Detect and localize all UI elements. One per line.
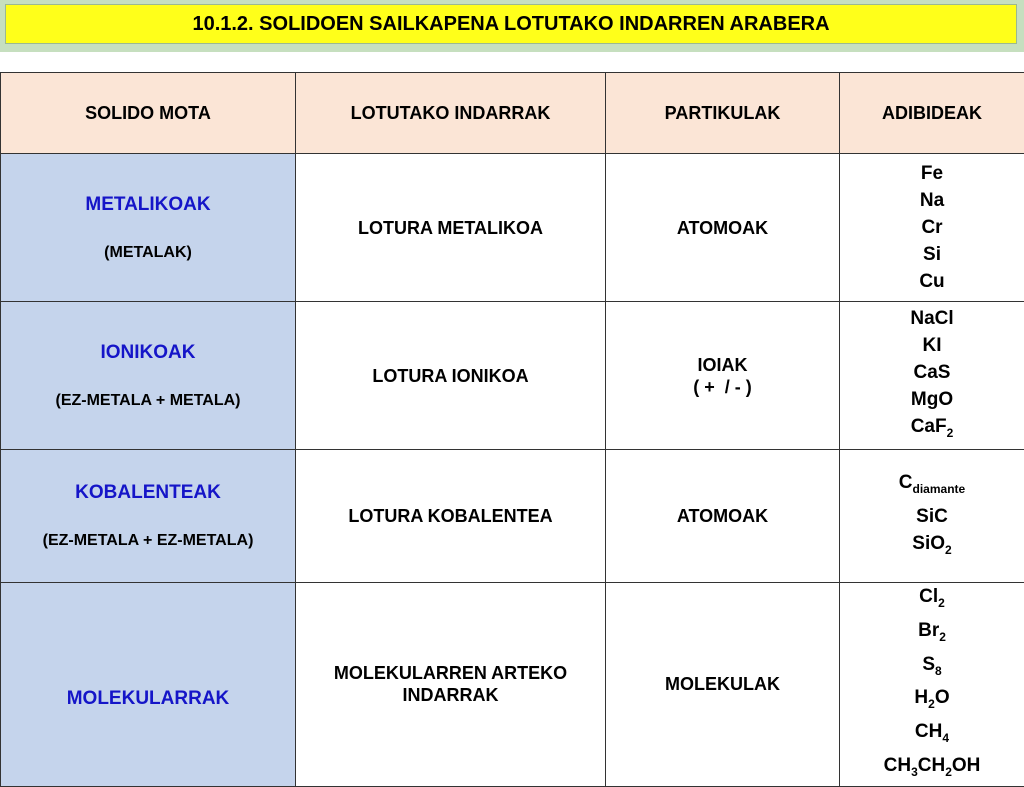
classification-table (0, 72, 1024, 787)
solid-type-name: IONIKOAK (5, 342, 291, 364)
examples-cell (840, 583, 1024, 787)
example-formula (919, 268, 944, 295)
formula-text: CaF (911, 416, 947, 437)
solid-type-subtitle: (EZ-METALA + EZ-METALA) (5, 532, 291, 550)
example-formula (921, 160, 943, 187)
forces-cell: LOTURA IONIKOA (296, 302, 606, 450)
formula-text: Cu (919, 271, 944, 292)
formula-text: CH (915, 721, 942, 742)
examples-list (844, 160, 1020, 295)
formula-text: OH (952, 755, 981, 776)
solid-type-name: KOBALENTEAK (5, 482, 291, 504)
formula-subscript: 2 (945, 765, 952, 779)
formula-text: O (935, 687, 950, 708)
example-formula (911, 386, 953, 413)
formula-text: Fe (921, 163, 943, 184)
examples-list (844, 469, 1020, 564)
example-formula (919, 583, 945, 617)
particles-cell (606, 302, 840, 450)
particles-name: IOIAK (610, 354, 835, 376)
formula-text: NaCl (910, 308, 953, 329)
formula-subscript: 2 (947, 425, 954, 439)
header-particles: PARTIKULAK (606, 73, 840, 154)
solid-type-cell (1, 154, 296, 302)
example-formula (923, 332, 942, 359)
forces-cell: LOTURA METALIKOA (296, 154, 606, 302)
header-forces: LOTUTAKO INDARRAK (296, 73, 606, 154)
formula-subscript: 2 (928, 697, 935, 711)
example-formula (920, 187, 944, 214)
example-formula (923, 241, 941, 268)
formula-text: SiO (912, 533, 945, 554)
example-formula (910, 305, 953, 332)
example-formula (912, 530, 951, 564)
formula-text: Br (918, 620, 939, 641)
formula-text: CH (918, 755, 945, 776)
examples-list (844, 305, 1020, 447)
solid-type-cell (1, 450, 296, 583)
solid-type-subtitle: (EZ-METALA + METALA) (5, 392, 291, 410)
formula-text: Na (920, 190, 944, 211)
formula-text: C (899, 472, 913, 493)
example-formula (922, 651, 941, 685)
forces-line-1: MOLEKULARREN ARTEKO (300, 662, 601, 684)
examples-cell (840, 302, 1024, 450)
table-row (1, 583, 1024, 787)
formula-text: S (922, 654, 935, 675)
solid-type-cell (1, 302, 296, 450)
example-formula (916, 503, 948, 530)
formula-subscript: 8 (935, 663, 942, 677)
solid-type-name: MOLEKULARRAK (5, 688, 291, 710)
header-row (1, 73, 1024, 154)
formula-text: SiC (916, 506, 948, 527)
page-title: 10.1.2. SOLIDOEN SAILKAPENA LOTUTAKO INDARREN ARABERA (5, 4, 1017, 44)
solid-type-name: METALIKOAK (5, 194, 291, 216)
formula-text: KI (923, 335, 942, 356)
example-formula (914, 684, 949, 718)
formula-subscript: 2 (938, 596, 945, 610)
examples-list (844, 583, 1020, 786)
table-row (1, 154, 1024, 302)
table-row (1, 302, 1024, 450)
forces-cell (296, 583, 606, 787)
formula-text: MgO (911, 389, 953, 410)
example-formula (911, 413, 954, 447)
particles-cell: MOLEKULAK (606, 583, 840, 787)
particles-cell: ATOMOAK (606, 154, 840, 302)
formula-text: Cl (919, 586, 938, 607)
examples-cell (840, 450, 1024, 583)
solid-type-subtitle: (METALAK) (5, 244, 291, 262)
formula-subscript: 2 (939, 630, 946, 644)
formula-subscript: 4 (942, 731, 949, 745)
forces-line-2: INDARRAK (300, 684, 601, 706)
formula-subscript: 2 (945, 542, 952, 556)
example-formula (899, 469, 965, 503)
example-formula (914, 359, 951, 386)
forces-cell: LOTURA KOBALENTEA (296, 450, 606, 583)
particles-charge: ( + / - ) (610, 376, 835, 398)
table-row (1, 450, 1024, 583)
header-solid-type: SOLIDO MOTA (1, 73, 296, 154)
formula-text: Cr (921, 217, 942, 238)
example-formula (884, 752, 981, 786)
title-frame (0, 0, 1024, 52)
formula-text: CaS (914, 362, 951, 383)
header-examples: ADIBIDEAK (840, 73, 1024, 154)
formula-text: Si (923, 244, 941, 265)
formula-subscript: diamante (913, 482, 966, 496)
example-formula (915, 718, 949, 752)
examples-cell (840, 154, 1024, 302)
example-formula (921, 214, 942, 241)
formula-text: H (914, 687, 928, 708)
example-formula (918, 617, 946, 651)
solid-type-cell (1, 583, 296, 787)
formula-text: CH (884, 755, 911, 776)
particles-cell: ATOMOAK (606, 450, 840, 583)
formula-subscript: 3 (911, 765, 918, 779)
